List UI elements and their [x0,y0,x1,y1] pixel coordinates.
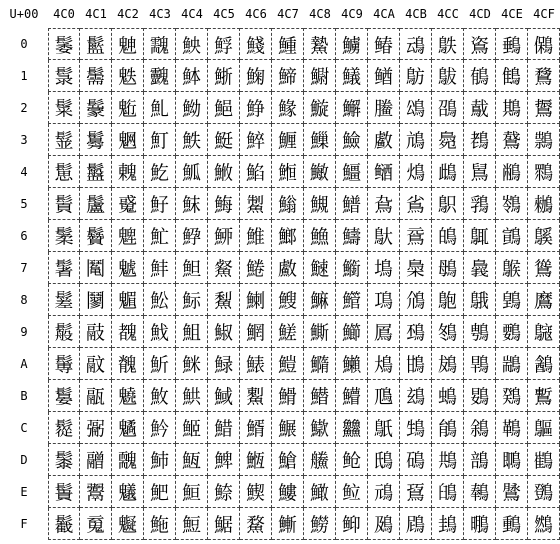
glyph-cell: 䰫 [112,380,144,412]
glyph-cell: 䰉 [48,316,80,348]
glyph-cell: 䲁 [304,60,336,92]
glyph-cell: 䳾 [528,476,560,508]
glyph-cell: 䳊 [432,348,464,380]
glyph-cell: 䱫 [240,380,272,412]
glyph-cell: 䲨 [368,284,400,316]
glyph-cell: 䳨 [496,284,528,316]
glyph-cell: 䱡 [240,60,272,92]
glyph-cell: 䱓 [208,124,240,156]
glyph-cell: 䱴 [272,156,304,188]
glyph-cell: 䳸 [528,284,560,316]
glyph-cell: 䲚 [336,348,368,380]
glyph-cell: 䲷 [400,252,432,284]
glyph-cell: 䳽 [528,444,560,476]
glyph-cell: 䰹 [144,316,176,348]
glyph-cell: 䰤 [112,156,144,188]
glyph-cell: 䳮 [496,476,528,508]
glyph-cell: 䲝 [336,444,368,476]
column-header: 4CF [533,7,555,21]
glyph-cell: 䱨 [240,284,272,316]
glyph-cell: 䳆 [432,220,464,252]
glyph-cell: 䱠 [240,28,272,60]
glyph-cell: 䱶 [272,220,304,252]
glyph-cell: 䳬 [496,412,528,444]
glyph-cell: 䰍 [48,444,80,476]
glyph-cell: 䲜 [336,412,368,444]
glyph-cell: 䱂 [176,92,208,124]
glyph-cell: 䰯 [112,508,144,540]
glyph-cell: 䱺 [272,348,304,380]
glyph-cell: 䳒 [464,92,496,124]
glyph-cell: 䲞 [336,476,368,508]
row-label: A [20,357,28,371]
glyph-cell: 䱤 [240,156,272,188]
glyph-cell: 䳧 [496,252,528,284]
glyph-cell: 䱋 [176,380,208,412]
glyph-cell: 䰕 [80,188,112,220]
glyph-cell: 䲂 [304,92,336,124]
row-label: 0 [20,37,28,51]
glyph-cell: 䱜 [208,412,240,444]
glyph-cell: 䲖 [336,220,368,252]
glyph-cell: 䰏 [48,508,80,540]
glyph-cell: 䰂 [48,92,80,124]
column-header: 4C1 [85,7,107,21]
glyph-cell: 䱘 [208,284,240,316]
glyph-cell: 䳶 [528,220,560,252]
glyph-cell: 䱢 [240,92,272,124]
glyph-cell: 䳰 [528,28,560,60]
glyph-cell: 䱾 [272,476,304,508]
glyph-cell: 䳯 [496,508,528,540]
glyph-cell: 䱒 [208,92,240,124]
row-label: 1 [20,69,28,83]
glyph-cell: 䲋 [304,380,336,412]
glyph-cell: 䰱 [144,60,176,92]
glyph-cell: 䳉 [432,316,464,348]
column-header: 4C6 [245,7,267,21]
glyph-cell: 䰵 [144,188,176,220]
glyph-cell: 䱇 [176,252,208,284]
glyph-cell: 䱧 [240,252,272,284]
glyph-cell: 䲺 [400,348,432,380]
row-label: C [20,421,28,435]
glyph-cell: 䰐 [80,28,112,60]
column-header: 4CA [373,7,395,21]
glyph-cell: 䰆 [48,220,80,252]
glyph-cell: 䲱 [400,60,432,92]
glyph-cell: 䰘 [80,284,112,316]
glyph-cell: 䰰 [144,28,176,60]
glyph-cell: 䲃 [304,124,336,156]
glyph-cell: 䲣 [368,124,400,156]
glyph-cell: 䳭 [496,444,528,476]
glyph-cell: 䱌 [176,412,208,444]
glyph-cell: 䰄 [48,156,80,188]
glyph-cell: 䱽 [272,444,304,476]
glyph-cell: 䲿 [400,508,432,540]
glyph-cell: 䳛 [464,380,496,412]
corner-label: U+00 [9,7,39,21]
glyph-cell: 䳣 [496,124,528,156]
glyph-cell: 䰬 [112,412,144,444]
glyph-cell: 䲦 [368,220,400,252]
glyph-cell: 䲓 [336,124,368,156]
glyph-cell: 䰛 [80,380,112,412]
glyph-cell: 䲵 [400,188,432,220]
glyph-cell: 䱻 [272,380,304,412]
glyph-cell: 䰎 [48,476,80,508]
glyph-cell: 䳃 [432,124,464,156]
glyph-cell: 䳳 [528,124,560,156]
glyph-cell: 䲬 [368,412,400,444]
glyph-cell: 䱣 [240,124,272,156]
glyph-cell: 䰟 [80,508,112,540]
glyph-cell: 䰈 [48,284,80,316]
glyph-cell: 䰓 [80,124,112,156]
glyph-cell: 䰚 [80,348,112,380]
glyph-cell: 䱁 [176,60,208,92]
glyph-cell: 䳹 [528,316,560,348]
column-header: 4CC [437,7,459,21]
glyph-cell: 䳠 [496,28,528,60]
column-header: 4C4 [181,7,203,21]
glyph-cell: 䲤 [368,156,400,188]
glyph-cell: 䳓 [464,124,496,156]
row-label: 7 [20,261,28,275]
glyph-cell: 䰻 [144,380,176,412]
glyph-cell: 䱬 [240,412,272,444]
glyph-cell: 䲼 [400,412,432,444]
glyph-cell: 䲊 [304,348,336,380]
glyph-cell: 䰅 [48,188,80,220]
glyph-cell: 䱊 [176,348,208,380]
glyph-cell: 䱮 [240,476,272,508]
glyph-cell: 䰞 [80,476,112,508]
glyph-cell: 䱞 [208,476,240,508]
glyph-cell: 䲅 [304,188,336,220]
glyph-cell: 䱑 [208,60,240,92]
glyph-cell: 䱭 [240,444,272,476]
column-header: 4C3 [149,7,171,21]
glyph-cell: 䳺 [528,348,560,380]
glyph-cell: 䳅 [432,188,464,220]
glyph-cell: 䳂 [432,92,464,124]
glyph-cell: 䳌 [432,412,464,444]
glyph-cell: 䲆 [304,220,336,252]
glyph-cell: 䲫 [368,380,400,412]
glyph-cell: 䱏 [176,508,208,540]
glyph-cell: 䱳 [272,124,304,156]
glyph-cell: 䱐 [208,28,240,60]
glyph-cell: 䲰 [400,28,432,60]
glyph-cell: 䰽 [144,444,176,476]
glyph-cell: 䱵 [272,188,304,220]
glyph-cell: 䰮 [112,476,144,508]
column-header: 4C7 [277,7,299,21]
glyph-cell: 䲯 [368,508,400,540]
glyph-cell: 䳔 [464,156,496,188]
glyph-cell: 䳁 [432,60,464,92]
glyph-cell: 䲘 [336,284,368,316]
glyph-cell: 䰼 [144,412,176,444]
glyph-cell: 䲟 [336,508,368,540]
glyph-cell: 䰭 [112,444,144,476]
glyph-cell: 䳚 [464,348,496,380]
glyph-cell: 䱩 [240,316,272,348]
glyph-cell: 䲪 [368,348,400,380]
glyph-cell: 䲍 [304,444,336,476]
glyph-cell: 䰧 [112,252,144,284]
glyph-cell: 䰜 [80,412,112,444]
glyph-cell: 䳖 [464,220,496,252]
glyph-cell: 䲢 [368,92,400,124]
glyph-cell: 䲠 [368,28,400,60]
glyph-cell: 䱗 [208,252,240,284]
glyph-cell: 䲽 [400,444,432,476]
glyph-cell: 䳋 [432,380,464,412]
glyph-cell: 䱹 [272,316,304,348]
glyph-cell: 䲀 [304,28,336,60]
glyph-cell: 䲗 [336,252,368,284]
glyph-cell: 䲳 [400,124,432,156]
glyph-cell: 䲥 [368,188,400,220]
row-label: E [20,485,28,499]
glyph-cell: 䳢 [496,92,528,124]
glyph-cell: 䱍 [176,444,208,476]
glyph-cell: 䱪 [240,348,272,380]
glyph-cell: 䳡 [496,60,528,92]
glyph-cell: 䱲 [272,92,304,124]
glyph-cell: 䰺 [144,348,176,380]
column-header: 4C8 [309,7,331,21]
glyph-cell: 䱿 [272,508,304,540]
glyph-cell: 䲙 [336,316,368,348]
glyph-cell: 䱼 [272,412,304,444]
column-header: 4C5 [213,7,235,21]
glyph-cell: 䳴 [528,156,560,188]
glyph-cell: 䱕 [208,188,240,220]
glyph-cell: 䲲 [400,92,432,124]
glyph-cell: 䱱 [272,60,304,92]
row-label: D [20,453,28,467]
glyph-cell: 䲩 [368,316,400,348]
glyph-cell: 䰔 [80,156,112,188]
glyph-cell: 䳿 [528,508,560,540]
glyph-cell: 䰨 [112,284,144,316]
glyph-cell: 䰶 [144,220,176,252]
glyph-cell: 䰁 [48,60,80,92]
glyph-cell: 䲎 [304,476,336,508]
glyph-cell: 䲭 [368,444,400,476]
glyph-cell: 䳘 [464,284,496,316]
glyph-cell: 䳐 [464,28,496,60]
column-header: 4CE [501,7,523,21]
glyph-cell: 䲴 [400,156,432,188]
column-header: 4CB [405,7,427,21]
glyph-cell: 䳼 [528,412,560,444]
glyph-cell: 䳏 [432,508,464,540]
glyph-cell: 䳪 [496,348,528,380]
row-label: 5 [20,197,28,211]
glyph-cell: 䳈 [432,284,464,316]
glyph-cell: 䳎 [432,476,464,508]
glyph-cell: 䲕 [336,188,368,220]
glyph-cell: 䰪 [112,348,144,380]
glyph-cell: 䳻 [528,380,560,412]
glyph-cell: 䲧 [368,252,400,284]
glyph-cell: 䲑 [336,60,368,92]
glyph-cell: 䳲 [528,92,560,124]
glyph-cell: 䳞 [464,476,496,508]
glyph-cell: 䳙 [464,316,496,348]
glyph-cell: 䲏 [304,508,336,540]
glyph-cell: 䱟 [208,508,240,540]
glyph-cell: 䱖 [208,220,240,252]
glyph-cell: 䳟 [464,508,496,540]
glyph-cell: 䱦 [240,220,272,252]
glyph-cell: 䰴 [144,156,176,188]
glyph-cell: 䰇 [48,252,80,284]
glyph-cell: 䱃 [176,124,208,156]
column-header: 4C0 [53,7,75,21]
glyph-cell: 䳱 [528,60,560,92]
glyph-cell: 䳩 [496,316,528,348]
glyph-cell: 䱥 [240,188,272,220]
glyph-cell: 䰌 [48,412,80,444]
glyph-cell: 䰷 [144,252,176,284]
glyph-cell: 䳫 [496,380,528,412]
glyph-cell: 䲌 [304,412,336,444]
glyph-cell: 䱄 [176,156,208,188]
glyph-cell: 䳍 [432,444,464,476]
glyph-cell: 䳷 [528,252,560,284]
glyph-cell: 䰒 [80,92,112,124]
glyph-cell: 䲡 [368,60,400,92]
glyph-cell: 䱝 [208,444,240,476]
row-label: 2 [20,101,28,115]
glyph-cell: 䲹 [400,316,432,348]
glyph-cell: 䲐 [336,28,368,60]
row-label: 6 [20,229,28,243]
glyph-cell: 䰙 [80,316,112,348]
glyph-cell: 䲇 [304,252,336,284]
glyph-cell: 䳜 [464,412,496,444]
glyph-cell: 䰢 [112,92,144,124]
glyph-cell: 䰲 [144,92,176,124]
glyph-cell: 䲉 [304,316,336,348]
glyph-cell: 䳗 [464,252,496,284]
glyph-cell: 䲶 [400,220,432,252]
glyph-cell: 䱷 [272,252,304,284]
glyph-cell: 䱚 [208,348,240,380]
glyph-cell: 䳇 [432,252,464,284]
glyph-cell: 䰾 [144,476,176,508]
glyph-cell: 䱆 [176,220,208,252]
glyph-cell: 䳄 [432,156,464,188]
glyph-cell: 䰋 [48,380,80,412]
row-label: 8 [20,293,28,307]
glyph-cell: 䱎 [176,476,208,508]
glyph-cell: 䱈 [176,284,208,316]
glyph-cell: 䰿 [144,508,176,540]
row-label: 9 [20,325,28,339]
glyph-cell: 䲒 [336,92,368,124]
glyph-cell: 䰡 [112,60,144,92]
glyph-cell: 䱯 [240,508,272,540]
glyph-cell: 䳀 [432,28,464,60]
glyph-cell: 䱛 [208,380,240,412]
glyph-cell: 䰀 [48,28,80,60]
glyph-cell: 䳵 [528,188,560,220]
glyph-cell: 䱰 [272,28,304,60]
glyph-cell: 䲔 [336,156,368,188]
glyph-cell: 䱅 [176,188,208,220]
row-label: 4 [20,165,28,179]
glyph-cell: 䰦 [112,220,144,252]
glyph-cell: 䲛 [336,380,368,412]
glyph-cell: 䲄 [304,156,336,188]
glyph-cell: 䲸 [400,284,432,316]
glyph-cell: 䲾 [400,476,432,508]
glyph-cell: 䰃 [48,124,80,156]
glyph-cell: 䳕 [464,188,496,220]
row-label: F [20,517,28,531]
glyph-cell: 䱉 [176,316,208,348]
glyph-cell: 䳥 [496,188,528,220]
glyph-cell: 䳝 [464,444,496,476]
glyph-cell: 䰠 [112,28,144,60]
glyph-cell: 䰝 [80,444,112,476]
column-header: 4C2 [117,7,139,21]
column-header: 4C9 [341,7,363,21]
glyph-cell: 䳑 [464,60,496,92]
glyph-cell: 䰖 [80,220,112,252]
glyph-cell: 䰸 [144,284,176,316]
glyph-cell: 䰑 [80,60,112,92]
glyph-cell: 䲮 [368,476,400,508]
glyph-cell: 䰊 [48,348,80,380]
glyph-cell: 䰳 [144,124,176,156]
glyph-cell: 䳦 [496,220,528,252]
glyph-cell: 䲈 [304,284,336,316]
column-header: 4CD [469,7,491,21]
glyph-cell: 䱙 [208,316,240,348]
glyph-cell: 䰣 [112,124,144,156]
glyph-cell: 䱀 [176,28,208,60]
glyph-cell: 䳤 [496,156,528,188]
glyph-cell: 䱸 [272,284,304,316]
glyph-cell: 䰩 [112,316,144,348]
glyph-cell: 䰗 [80,252,112,284]
glyph-cell: 䲻 [400,380,432,412]
row-label: 3 [20,133,28,147]
row-label: B [20,389,28,403]
glyph-cell: 䰥 [112,188,144,220]
glyph-cell: 䱔 [208,156,240,188]
